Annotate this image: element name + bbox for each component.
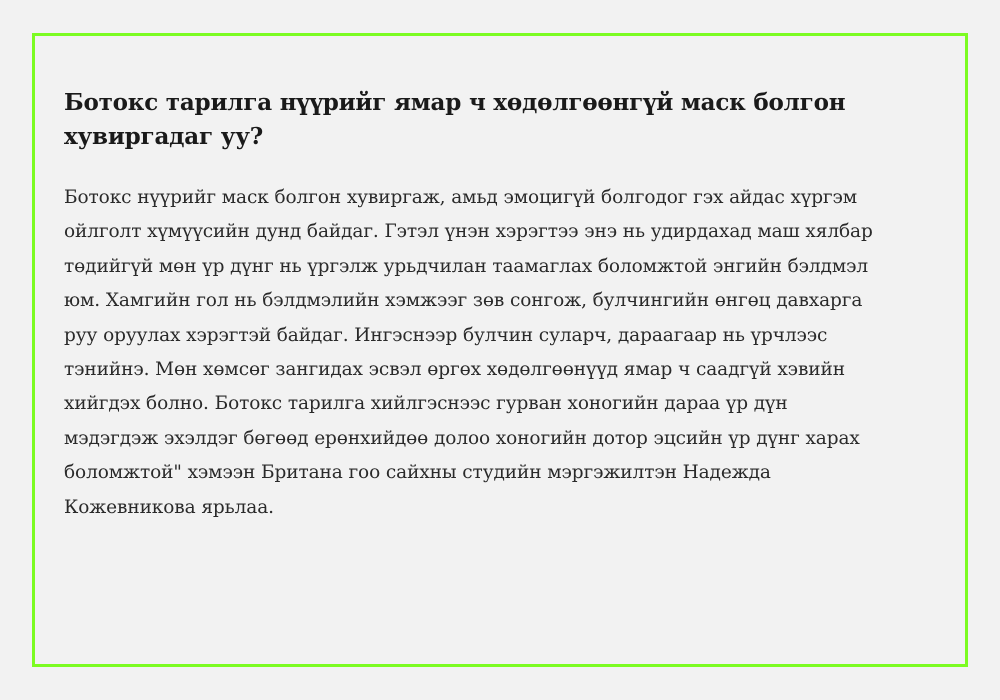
article-title: Ботокс тарилга нүүрийг ямар ч хөдөлгөөнгүй маск болгон хувиргадаг уу?: [64, 89, 846, 150]
article-body: Ботокс нүүрийг маск болгон хувиргаж, амьд эмоцигүй болгодог гэх айдас хүргэм ойлголт хүмүүсийн дунд байдаг. Гэтэл үнэн хэрэгтээ энэ нь удирдахад маш хялбар төдийгүй мөн үр дүнг нь үргэлж урьдчилан таамаглах боломжтой энгийн бэлдмэл юм. Хамгийн гол нь бэлдмэлийн хэмжээг зөв сонгож, булчингийн өнгөц давхарга руу оруулах хэрэгтэй байдаг. Ингэснээр булчин суларч, дараагаар нь үрчлээс тэнийнэ. Мөн хөмсөг зангидах эсвэл өргөх хөдөлгөөнүүд ямар ч саадгүй хэвийн хийгдэх болно. Ботокс тарилга хийлгэснээс гурван хоногийн дараа үр дүн мэдэгдэж эхэлдэг бөгөөд ерөнхийдөө долоо хоногийн дотор эцсийн үр дүнг харах боломжтой" хэмээн Британа гоо сайхны студийн мэргэжилтэн Надежда Кожевникова ярьлаа.: [64, 187, 873, 518]
article-content: [64, 86, 874, 525]
